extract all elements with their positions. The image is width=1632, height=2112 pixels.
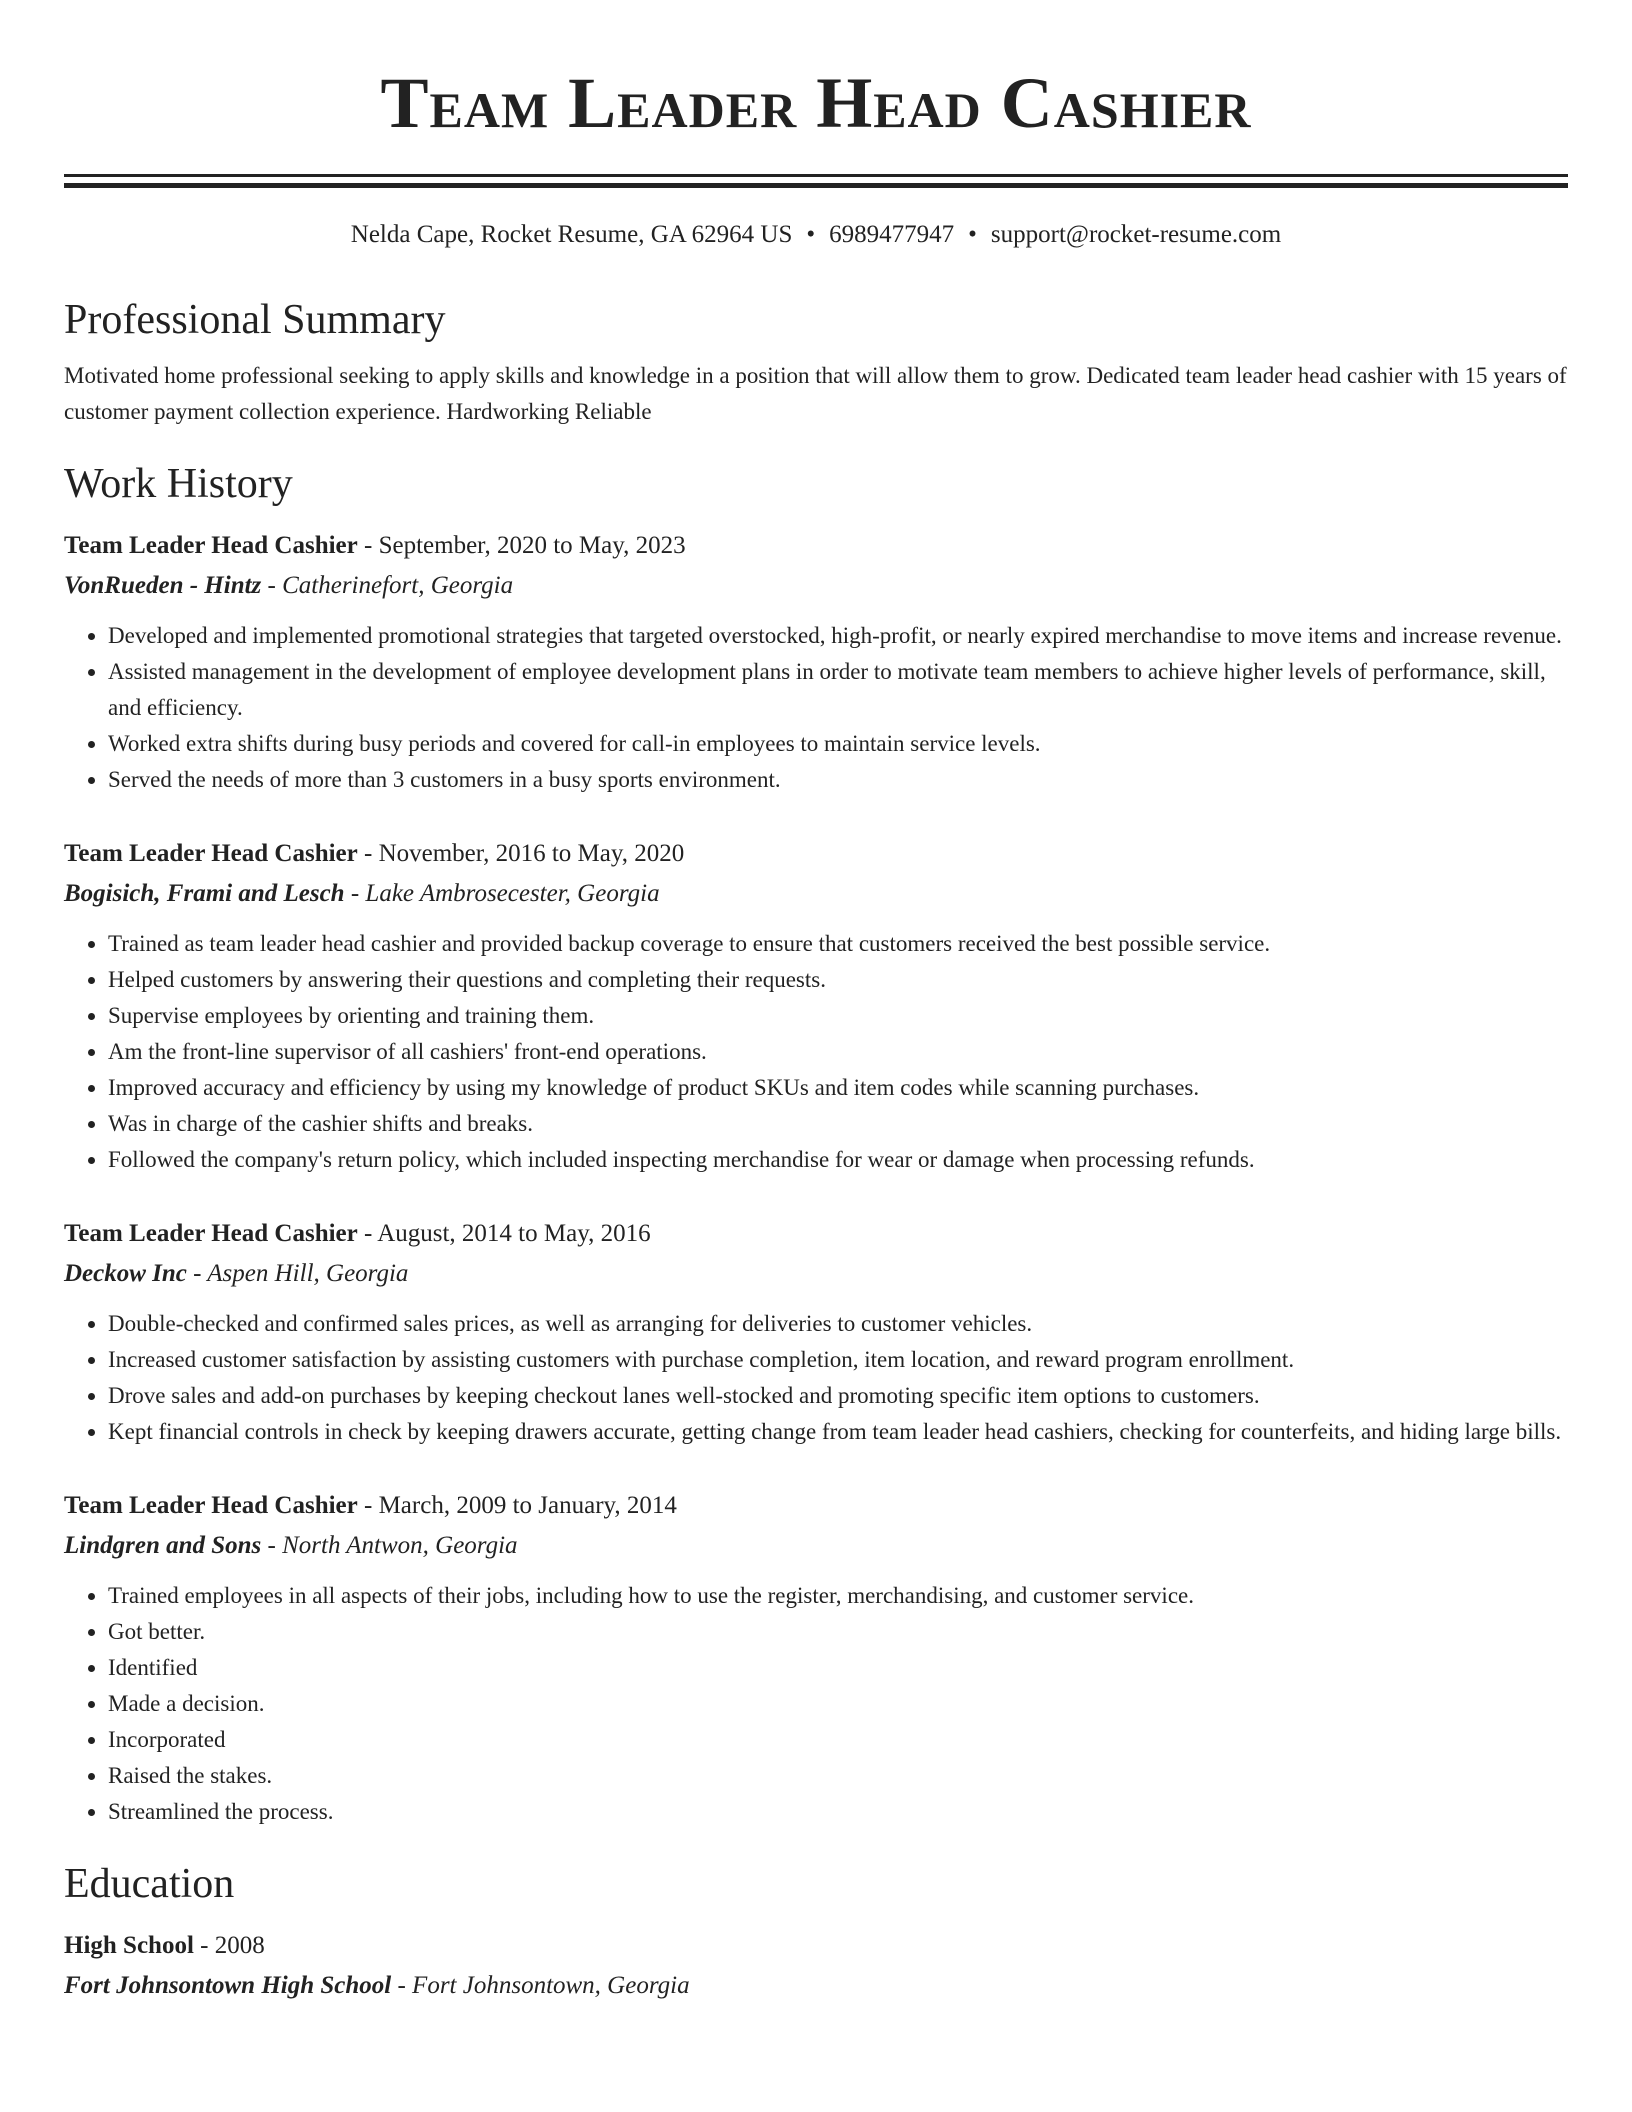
- contact-separator: •: [806, 221, 816, 248]
- title-divider-thin: [64, 174, 1568, 177]
- contact-email: support@rocket-resume.com: [990, 221, 1282, 248]
- job-dates: - August, 2014 to May, 2016: [357, 1220, 651, 1247]
- job-company-line: [64, 874, 1568, 914]
- education-location: - Fort Johnsontown, Georgia: [391, 1972, 690, 1999]
- job-title-line: [64, 1486, 1568, 1526]
- job-duty: • Trained employees in all aspects of their jobs, including how to use the register, merchandising, and customer service.: [108, 1578, 1568, 1614]
- resume-title: Team Leader Head Cashier: [380, 63, 1252, 143]
- job-entry: [64, 1486, 1568, 1830]
- job-title: Team Leader Head Cashier: [64, 840, 358, 867]
- job-title-line: [64, 526, 1568, 566]
- job-title: Team Leader Head Cashier: [64, 1492, 358, 1519]
- job-title-line: [64, 1214, 1568, 1254]
- education-heading: Education: [64, 1861, 235, 1907]
- job-duty: • Helped customers by answering their questions and completing their requests.: [108, 962, 1568, 998]
- job-title: Team Leader Head Cashier: [64, 532, 358, 559]
- job-duty: • Assisted management in the development of employee development plans in order to motivate team members to achieve higher levels of performance, skill, and efficiency.: [108, 654, 1568, 726]
- job-dates: - November, 2016 to May, 2020: [357, 840, 685, 867]
- job-duty: • Developed and implemented promotional strategies that targeted overstocked, high-profit, or nearly expired merchandise to move items and increase revenue.: [108, 618, 1568, 654]
- job-company-line: [64, 566, 1568, 606]
- contact-phone: 6989477947: [829, 221, 955, 248]
- education-degree: High School: [64, 1932, 194, 1959]
- job-duties: [64, 1578, 1568, 1830]
- work-history-heading: Work History: [64, 461, 293, 507]
- job-dates: - March, 2009 to January, 2014: [357, 1492, 677, 1519]
- job-company: Bogisich, Frami and Lesch: [64, 880, 345, 907]
- job-duty: • Incorporated: [108, 1722, 1568, 1758]
- job-duties: [64, 1306, 1568, 1450]
- job-duty: • Followed the company's return policy, which included inspecting merchandise for wear or damage when processing refunds.: [108, 1142, 1568, 1178]
- job-entry: [64, 526, 1568, 798]
- job-duty: • Improved accuracy and efficiency by using my knowledge of product SKUs and item codes while scanning purchases.: [108, 1070, 1568, 1106]
- job-duty: • Identified: [108, 1650, 1568, 1686]
- contact-address: Nelda Cape, Rocket Resume, GA 62964 US: [350, 221, 793, 248]
- job-title: Team Leader Head Cashier: [64, 1220, 358, 1247]
- job-duty: • Drove sales and add-on purchases by keeping checkout lanes well-stocked and promoting specific item options to customers.: [108, 1378, 1568, 1414]
- job-duty: • Served the needs of more than 3 customers in a busy sports environment.: [108, 762, 1568, 798]
- education-year: - 2008: [193, 1932, 265, 1959]
- job-duty: • Supervise employees by orienting and training them.: [108, 998, 1568, 1034]
- job-title-line: [64, 834, 1568, 874]
- job-company-line: [64, 1254, 1568, 1294]
- contact-separator: •: [968, 221, 977, 248]
- job-duty: • Trained as team leader head cashier and provided backup coverage to ensure that customers received the best possible service.: [108, 926, 1568, 962]
- job-location: - Catherinefort, Georgia: [261, 572, 514, 599]
- summary-text: Motivated home professional seeking to apply skills and knowledge in a position that will allow them to grow. Dedicated team leader head cashier with 15 years of customer payment collection experience. Hardworking Reliable: [64, 363, 1567, 424]
- summary-heading: Professional Summary: [64, 297, 446, 343]
- job-duties: [64, 618, 1568, 798]
- job-company: Lindgren and Sons: [64, 1532, 262, 1559]
- job-company: Deckow Inc: [64, 1260, 187, 1287]
- job-entry: [64, 1214, 1568, 1450]
- job-dates: - September, 2020 to May, 2023: [357, 532, 686, 559]
- job-duties: [64, 926, 1568, 1178]
- job-location: - Aspen Hill, Georgia: [186, 1260, 409, 1287]
- job-duty: • Was in charge of the cashier shifts and breaks.: [108, 1106, 1568, 1142]
- job-duty: • Double-checked and confirmed sales prices, as well as arranging for deliveries to customer vehicles.: [108, 1306, 1568, 1342]
- job-duty: • Got better.: [108, 1614, 1568, 1650]
- job-duty: • Kept financial controls in check by keeping drawers accurate, getting change from team leader head cashiers, checking for counterfeits, and hiding large bills.: [108, 1414, 1568, 1450]
- job-duty: • Am the front-line supervisor of all cashiers' front-end operations.: [108, 1034, 1568, 1070]
- title-divider-thick: [64, 183, 1568, 188]
- education-school-line: [64, 1966, 1568, 2006]
- job-entry: [64, 834, 1568, 1178]
- education-entry: [64, 1926, 1568, 2006]
- job-duty: • Streamlined the process.: [108, 1794, 1568, 1830]
- job-company-line: [64, 1526, 1568, 1566]
- job-location: - North Antwon, Georgia: [261, 1532, 518, 1559]
- job-duty: • Increased customer satisfaction by assisting customers with purchase completion, item location, and reward program enrollment.: [108, 1342, 1568, 1378]
- job-duty: • Worked extra shifts during busy periods and covered for call-in employees to maintain service levels.: [108, 726, 1568, 762]
- job-duty: • Raised the stakes.: [108, 1758, 1568, 1794]
- job-company: VonRueden - Hintz: [64, 572, 262, 599]
- education-school: Fort Johnsontown High School: [64, 1972, 392, 1999]
- contact-info: [64, 220, 1568, 250]
- job-duty: • Made a decision.: [108, 1686, 1568, 1722]
- job-location: - Lake Ambrosecester, Georgia: [344, 880, 660, 907]
- education-degree-line: [64, 1926, 1568, 1966]
